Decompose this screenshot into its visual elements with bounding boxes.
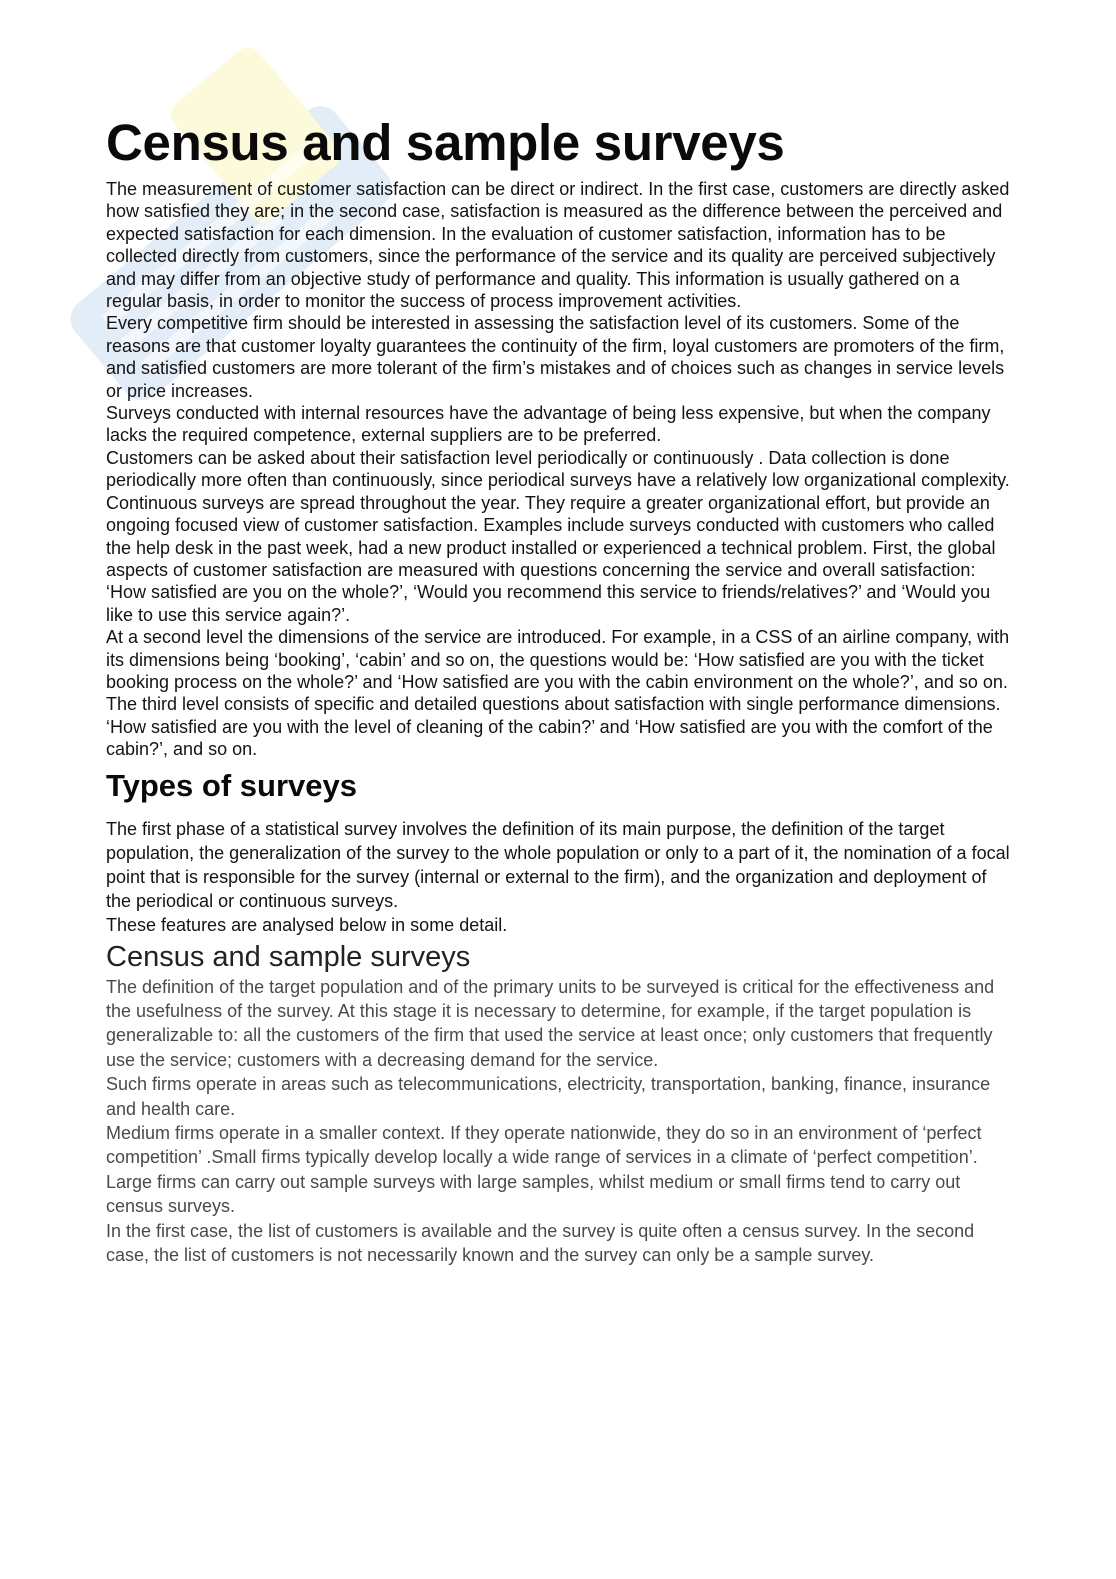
paragraph: The measurement of customer satisfaction can be direct or indirect. In the first case, customers are directly asked how satisfied they are; in the second case, satisfaction is measured as the difference between the perceived and expected satisfaction for each dimension. In the evaluation of customer satisfaction, information has to be collected directly from customers, since the performance of the service and its quality are perceived subjectively and may differ from an objective study of performance and quality. This information is usually gathered on a regular basis, in order to monitor the success of process improvement activities. <box>106 179 1010 312</box>
paragraph: Customers can be asked about their satisfaction level periodically or continuously . Data collection is done periodically more often than continuously, since periodical surveys have a relatively low organizational complexity. Continuous surveys are spread throughout the year. They require a greater organizational effort, but provide an ongoing focused view of customer satisfaction. Examples include surveys conducted with customers who called the help desk in the past week, had a new product installed or experienced a technical problem. First, the global aspects of customer satisfaction are measured with questions concerning the service and overall satisfaction: ‘How satisfied are you on the whole?’, ‘Would you recommend this service to friends/relatives?’ and ‘Would you like to use this service again?’. <box>106 447 1010 625</box>
page-title: Census and sample surveys <box>106 114 785 171</box>
paragraph: At a second level the dimensions of the service are introduced. For example, in a CSS of an airline company, with its dimensions being ‘booking’, ‘cabin’ and so on, the questions would be: ‘How satisfied are you with the ticket booking process on the whole?’ and ‘How satisfied are you with the cabin environment on the whole?’, and so on. <box>106 627 1010 692</box>
paragraph: The third level consists of specific and detailed questions about satisfaction with single performance dimensions. <box>106 694 1001 715</box>
paragraph: Every competitive firm should be interested in assessing the satisfaction level of its customers. Some of the reasons are that customer loyalty guarantees the continuity of the firm, loyal customers are promoters of the firm, and satisfied customers are more tolerant of the firm’s mistakes and of choices such as changes in service levels or price increases. <box>106 313 1005 401</box>
section-census-intro <box>106 112 1011 761</box>
subsection-heading: Census and sample surveys <box>106 940 471 973</box>
paragraph: In the first case, the list of customers is available and the survey is quite often a census survey. In the second case, the list of customers is not necessarily known and the survey can only be a sample survey. <box>106 1220 975 1266</box>
section-census-and-sample <box>106 939 1011 1268</box>
paragraph: Medium firms operate in a smaller context. If they operate nationwide, they do so in an environment of ‘perfect competition’ .Small firms typically develop locally a wide range of services in a climate of ‘perfect competition’. <box>106 1123 982 1168</box>
document-page <box>106 112 1011 1267</box>
paragraph: These features are analysed below in some detail. <box>106 914 508 935</box>
section-types-of-surveys <box>106 767 1011 937</box>
paragraph: Large firms can carry out sample surveys with large samples, whilst medium or small firms tend to carry out census surveys. <box>106 1171 961 1217</box>
section-heading: Types of surveys <box>106 767 357 803</box>
paragraph: The first phase of a statistical survey involves the definition of its main purpose, the definition of the target population, the generalization of the survey to the whole population or only to a part of it, the nomination of a focal point that is responsible for the survey (internal or external to the firm), and the organization and deployment of the periodical or continuous surveys. <box>106 818 1010 911</box>
paragraph: ‘How satisfied are you with the level of cleaning of the cabin?’ and ‘How satisfied are you with the comfort of the cabin?’, and so on. <box>106 716 993 760</box>
paragraph: Such firms operate in areas such as telecommunications, electricity, transportation, banking, finance, insurance and health care. <box>106 1074 991 1119</box>
paragraph: The definition of the target population and of the primary units to be surveyed is critical for the effectiveness and the usefulness of the survey. At this stage it is necessary to determine, for example, if the target population is generalizable to: all the customers of the firm that used the service at least once; only customers that frequently use the service; customers with a decreasing demand for the service. <box>106 976 995 1070</box>
paragraph: Surveys conducted with internal resources have the advantage of being less expensive, but when the company lacks the required competence, external suppliers are to be preferred. <box>106 403 991 446</box>
